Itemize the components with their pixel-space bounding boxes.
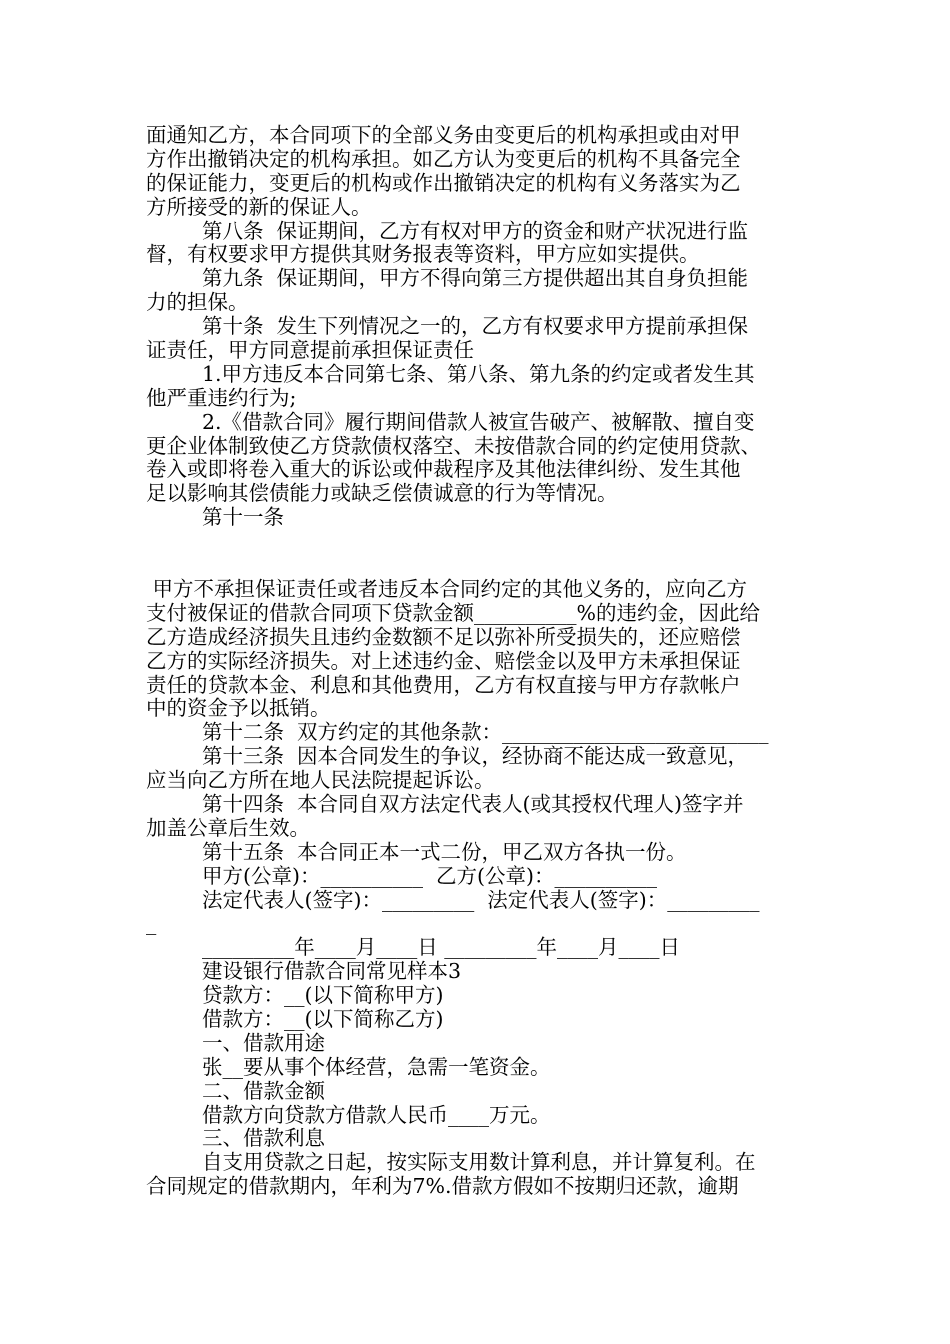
document-line: 卷入或即将卷入重大的诉讼或仲裁程序及其他法律纠纷、发生其他 [146,457,741,482]
document-line: 建设银行借款合同常见样本3 [202,959,462,984]
document-line: 力的担保。 [146,290,249,315]
document-line: 方所接受的新的保证人。 [146,194,372,219]
document-line: 自支用贷款之日起，按实际支用数计算利息，并计算复利。在 [202,1150,756,1175]
document-line: 借款方：__(以下简称乙方) [202,1006,444,1031]
document-line: 乙方的实际经济损失。对上述违约金、赔偿金以及甲方未承担保证 [146,648,741,673]
document-line: 责任的贷款本金、利息和其他费用，乙方有权直接与甲方存款帐户 [146,672,741,697]
document-line: 合同规定的借款期内，年利为7%.借款方假如不按期归还款，逾期 [146,1174,739,1199]
document-line: 督，有权要求甲方提供其财务报表等资料，甲方应如实提供。 [146,242,700,267]
document-line: 张__要从事个体经营，急需一笔资金。 [202,1054,551,1079]
document-line: 第十五条 本合同正本一式二份，甲乙双方各执一份。 [202,839,687,864]
document-line: 借款方向贷款方借款人民币____万元。 [202,1102,551,1127]
document-line: 证责任，甲方同意提前承担保证责任 [146,338,474,363]
document-line: 面通知乙方，本合同项下的全部义务由变更后的机构承担或由对甲 [146,123,741,147]
document-line: 第九条 保证期间，甲方不得向第三方提供超出其自身负担能 [202,266,749,291]
document-line: 足以影响其偿债能力或缺乏偿债诚意的行为等情况。 [146,481,618,506]
document-line: _ [146,911,157,936]
document-line: 方作出撤销决定的机构承担。如乙方认为变更后的机构不具备完全 [146,146,741,171]
document-line: 的保证能力，变更后的机构或作出撤销决定的机构有义务落实为乙 [146,170,741,195]
document-line: 甲方不承担保证责任或者违反本合同约定的其他义务的，应向乙方 [146,576,748,601]
document-line: 乙方造成经济损失且违约金数额不足以弥补所受损失的，还应赔偿 [146,624,741,649]
document-line: 第十条 发生下列情况之一的，乙方有权要求甲方提前承担保 [202,314,749,339]
document-line: 第十三条 因本合同发生的争议，经协商不能达成一致意见， [202,744,749,769]
document-line: 中的资金予以抵销。 [146,696,331,721]
document-line: 应当向乙方所在地人民法院提起诉讼。 [146,768,495,793]
document-line: 贷款方：__(以下简称甲方) [202,983,444,1008]
document-line: 法定代表人(签字)：_________ 法定代表人(签字)：_________ [202,887,760,912]
document-line: 二、借款金额 [202,1078,325,1103]
document-line: 加盖公章后生效。 [146,815,310,840]
document-line: 2.《借款合同》履行期间借款人被宣告破产、被解散、擅自变 [202,409,755,434]
document-line: 第十四条 本合同自双方法定代表人(或其授权代理人)签字并 [202,791,744,816]
document-line: 第八条 保证期间，乙方有权对甲方的资金和财产状况进行监 [202,218,749,243]
document-line: _________年____月____日 _________年____月____日 [202,935,681,960]
document-line: 他严重违约行为; [146,385,297,410]
document-line: 第十一条 [202,505,284,530]
document-line: 1.甲方违反本合同第七条、第八条、第九条的约定或者发生其 [202,361,755,386]
document-line: 一、借款用途 [202,1030,325,1055]
document-line: 更企业体制致使乙方贷款债权落空、未按借款合同的约定使用贷款、 [146,433,761,458]
document-line: 第十二条 双方约定的其他条款：__________________________ [202,720,769,745]
document-line: 甲方(公章)：__________ 乙方(公章)：__________ [202,863,658,888]
document-page [146,124,806,1199]
document-line: 三、借款利息 [202,1126,325,1151]
blank-line [146,530,806,578]
document-line: 支付被保证的借款合同项下贷款金额__________%的违约金，因此给 [146,600,760,625]
